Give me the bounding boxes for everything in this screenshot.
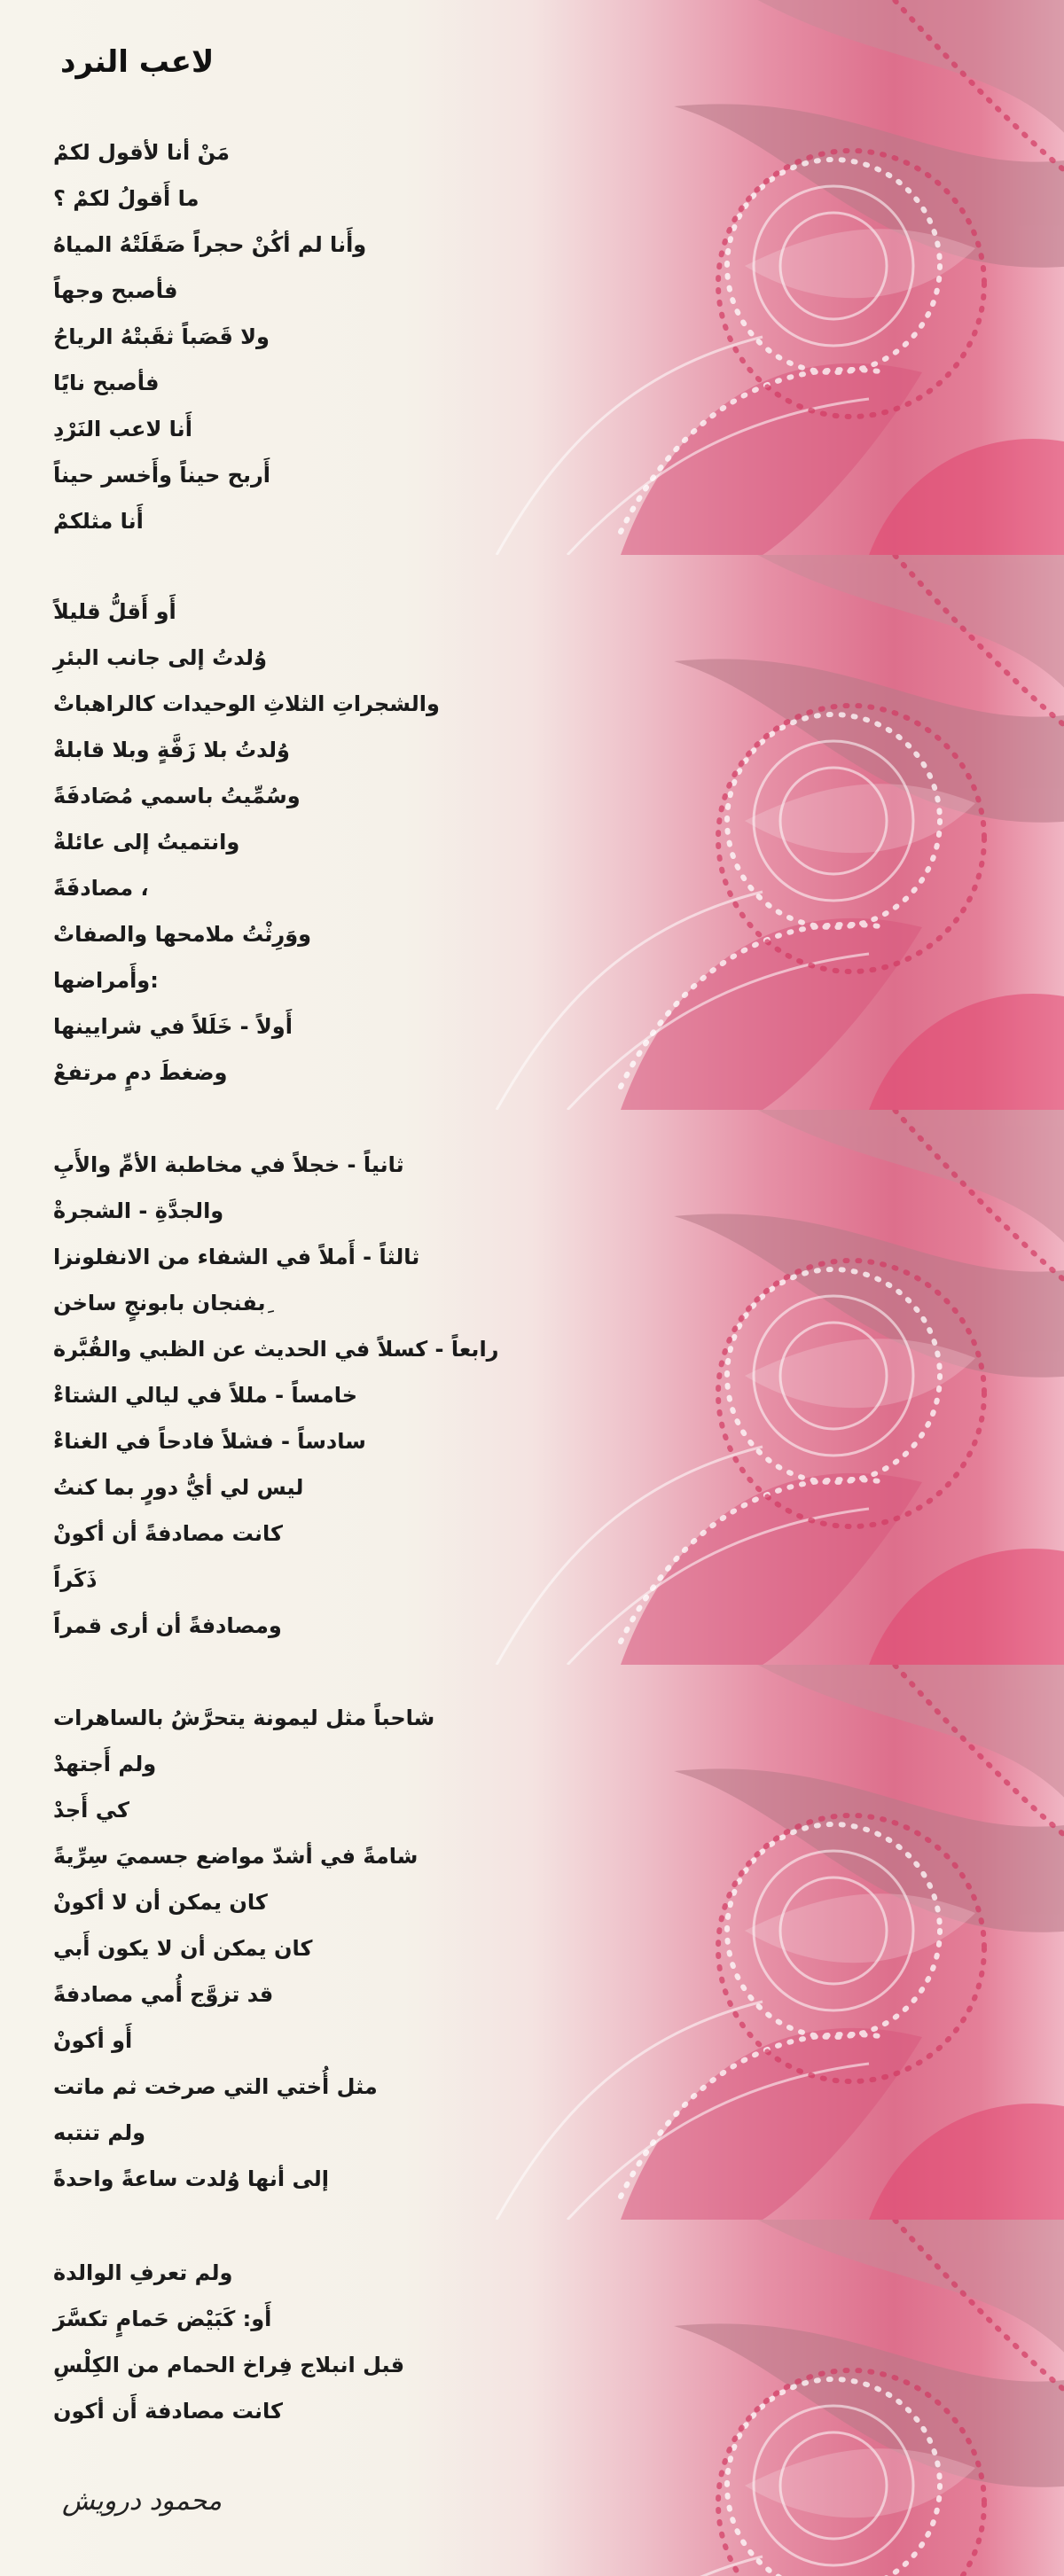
poem-line: ووَرِثْتُ ملامحها والصفاتْ — [53, 922, 312, 947]
poem-line: رابعاً - كسلاً في الحديث عن الظبي والقُبَّرة — [53, 1337, 499, 1362]
poem-line: فأصبح نايًا — [53, 371, 160, 395]
poem-line: ذَكَراً — [53, 1567, 98, 1592]
poem-line: أَنا لاعب النَرْدِ — [53, 417, 192, 441]
poem-stanza-1 — [53, 129, 550, 544]
poem-line: وُلدتُ بلا زَفَّةٍ وبلا قابلةْ — [53, 738, 290, 762]
poem-line: :وأَمراضها — [53, 968, 159, 993]
poem-line: أَو: كَبَيْض حَمامٍ تكسَّرَ — [53, 2307, 272, 2331]
poem-title: لاعب النرد — [60, 44, 215, 80]
poem-line: مَنْ أنا لأقول لكمْ — [53, 140, 231, 165]
poem-line: خامساً - مللاً في ليالي الشتاءْ — [53, 1383, 358, 1408]
poem-line: شامةً في أشدّ مواضع جسميَ سِرِّيةً — [53, 1844, 419, 1869]
poem-stanza-4 — [53, 1695, 550, 2202]
poem-line: كانت مصادفةً أن أكونْ — [53, 1521, 283, 1546]
poem-line: وُلدتُ إلى جانب البئرِ — [53, 645, 267, 670]
poem-line: أَو أكونْ — [53, 2028, 133, 2053]
poem-line: قد تزوَّج أُمي مصادفةً — [53, 1982, 274, 2007]
poem-stanza-5 — [53, 2250, 550, 2434]
poem-line: ِبفنجان بابونجٍ ساخن — [53, 1291, 266, 1315]
poem-line: ولم تعرفِ الوالدة — [53, 2260, 233, 2285]
poem-line: ثانياً - خجلاً في مخاطبة الأمِّ والأَبِ — [53, 1152, 404, 1177]
poem-line: أَنا مثلكمْ — [53, 509, 144, 534]
poem-line: ما أَقولُ لكمْ ؟ — [53, 186, 200, 211]
poem-line: كان يمكن أن لا أكونْ — [53, 1890, 268, 1915]
poem-line: ليس لي أيُّ دورٍ بما كنتُ — [53, 1475, 304, 1500]
poem-stanza-3 — [53, 1142, 550, 1649]
poem-line: سادساً - فشلاً فادحاً في الغناءْ — [53, 1429, 366, 1454]
poem-line: مثل أُختي التي صرخت ثم ماتت — [53, 2074, 378, 2099]
poem-line: وسُمِّيتُ باسمي مُصَادفَةً — [53, 784, 301, 808]
poem-line: قبل انبلاج فِراخ الحمام من الكِلْسِ — [53, 2353, 405, 2377]
poem-line: والجدَّةِ - الشجرةْ — [53, 1198, 224, 1223]
author-signature: محمود درويش — [62, 2486, 223, 2517]
poem-line: ثالثاً - أَملاً في الشفاء من الانفلونزا — [53, 1245, 420, 1269]
poem-line: وانتميتُ إلى عائلةْ — [53, 830, 240, 855]
poem-line: ولم أَجتهدْ — [53, 1752, 157, 1776]
poem-line: كانت مصادفة أَن أكون — [53, 2399, 283, 2424]
poem-line: ولا قَصَباً ثقَبتْهُ الرياحُ — [53, 324, 270, 349]
poem-line: ، مصادفَةً — [53, 876, 149, 901]
poem-line: كي أَجدْ — [53, 1798, 129, 1823]
poem-line: وضغطَ دمٍ مرتفعْ — [53, 1060, 228, 1085]
poem-line: ومصادفةً أن أرى قمراً — [53, 1613, 282, 1638]
poem-stanza-2 — [53, 589, 550, 1096]
poem-line: أَولاً - خَلَلاً في شرايينها — [53, 1014, 293, 1039]
poem-line: أَو أَقلُّ قليلاً — [53, 599, 176, 624]
poem-line: كان يمكن أن لا يكون أَبي — [53, 1936, 313, 1961]
poem-line: وأَنا لم أكُنْ حجراً صَقَلَتْهُ المياهُ — [53, 232, 367, 257]
poem-line: أَربح حيناً وأَخسر حيناً — [53, 463, 271, 488]
poem-line: والشجراتِ الثلاثِ الوحيدات كالراهباتْ — [53, 691, 440, 716]
poem-line: إلى أنها وُلدت ساعةً واحدةً — [53, 2166, 329, 2191]
poem-line: شاحباً مثل ليمونة يتحرَّشُ بالساهرات — [53, 1706, 435, 1730]
poem-line: ولم تنتبه — [53, 2120, 146, 2145]
poem-line: فأصبح وجهاً — [53, 278, 178, 303]
